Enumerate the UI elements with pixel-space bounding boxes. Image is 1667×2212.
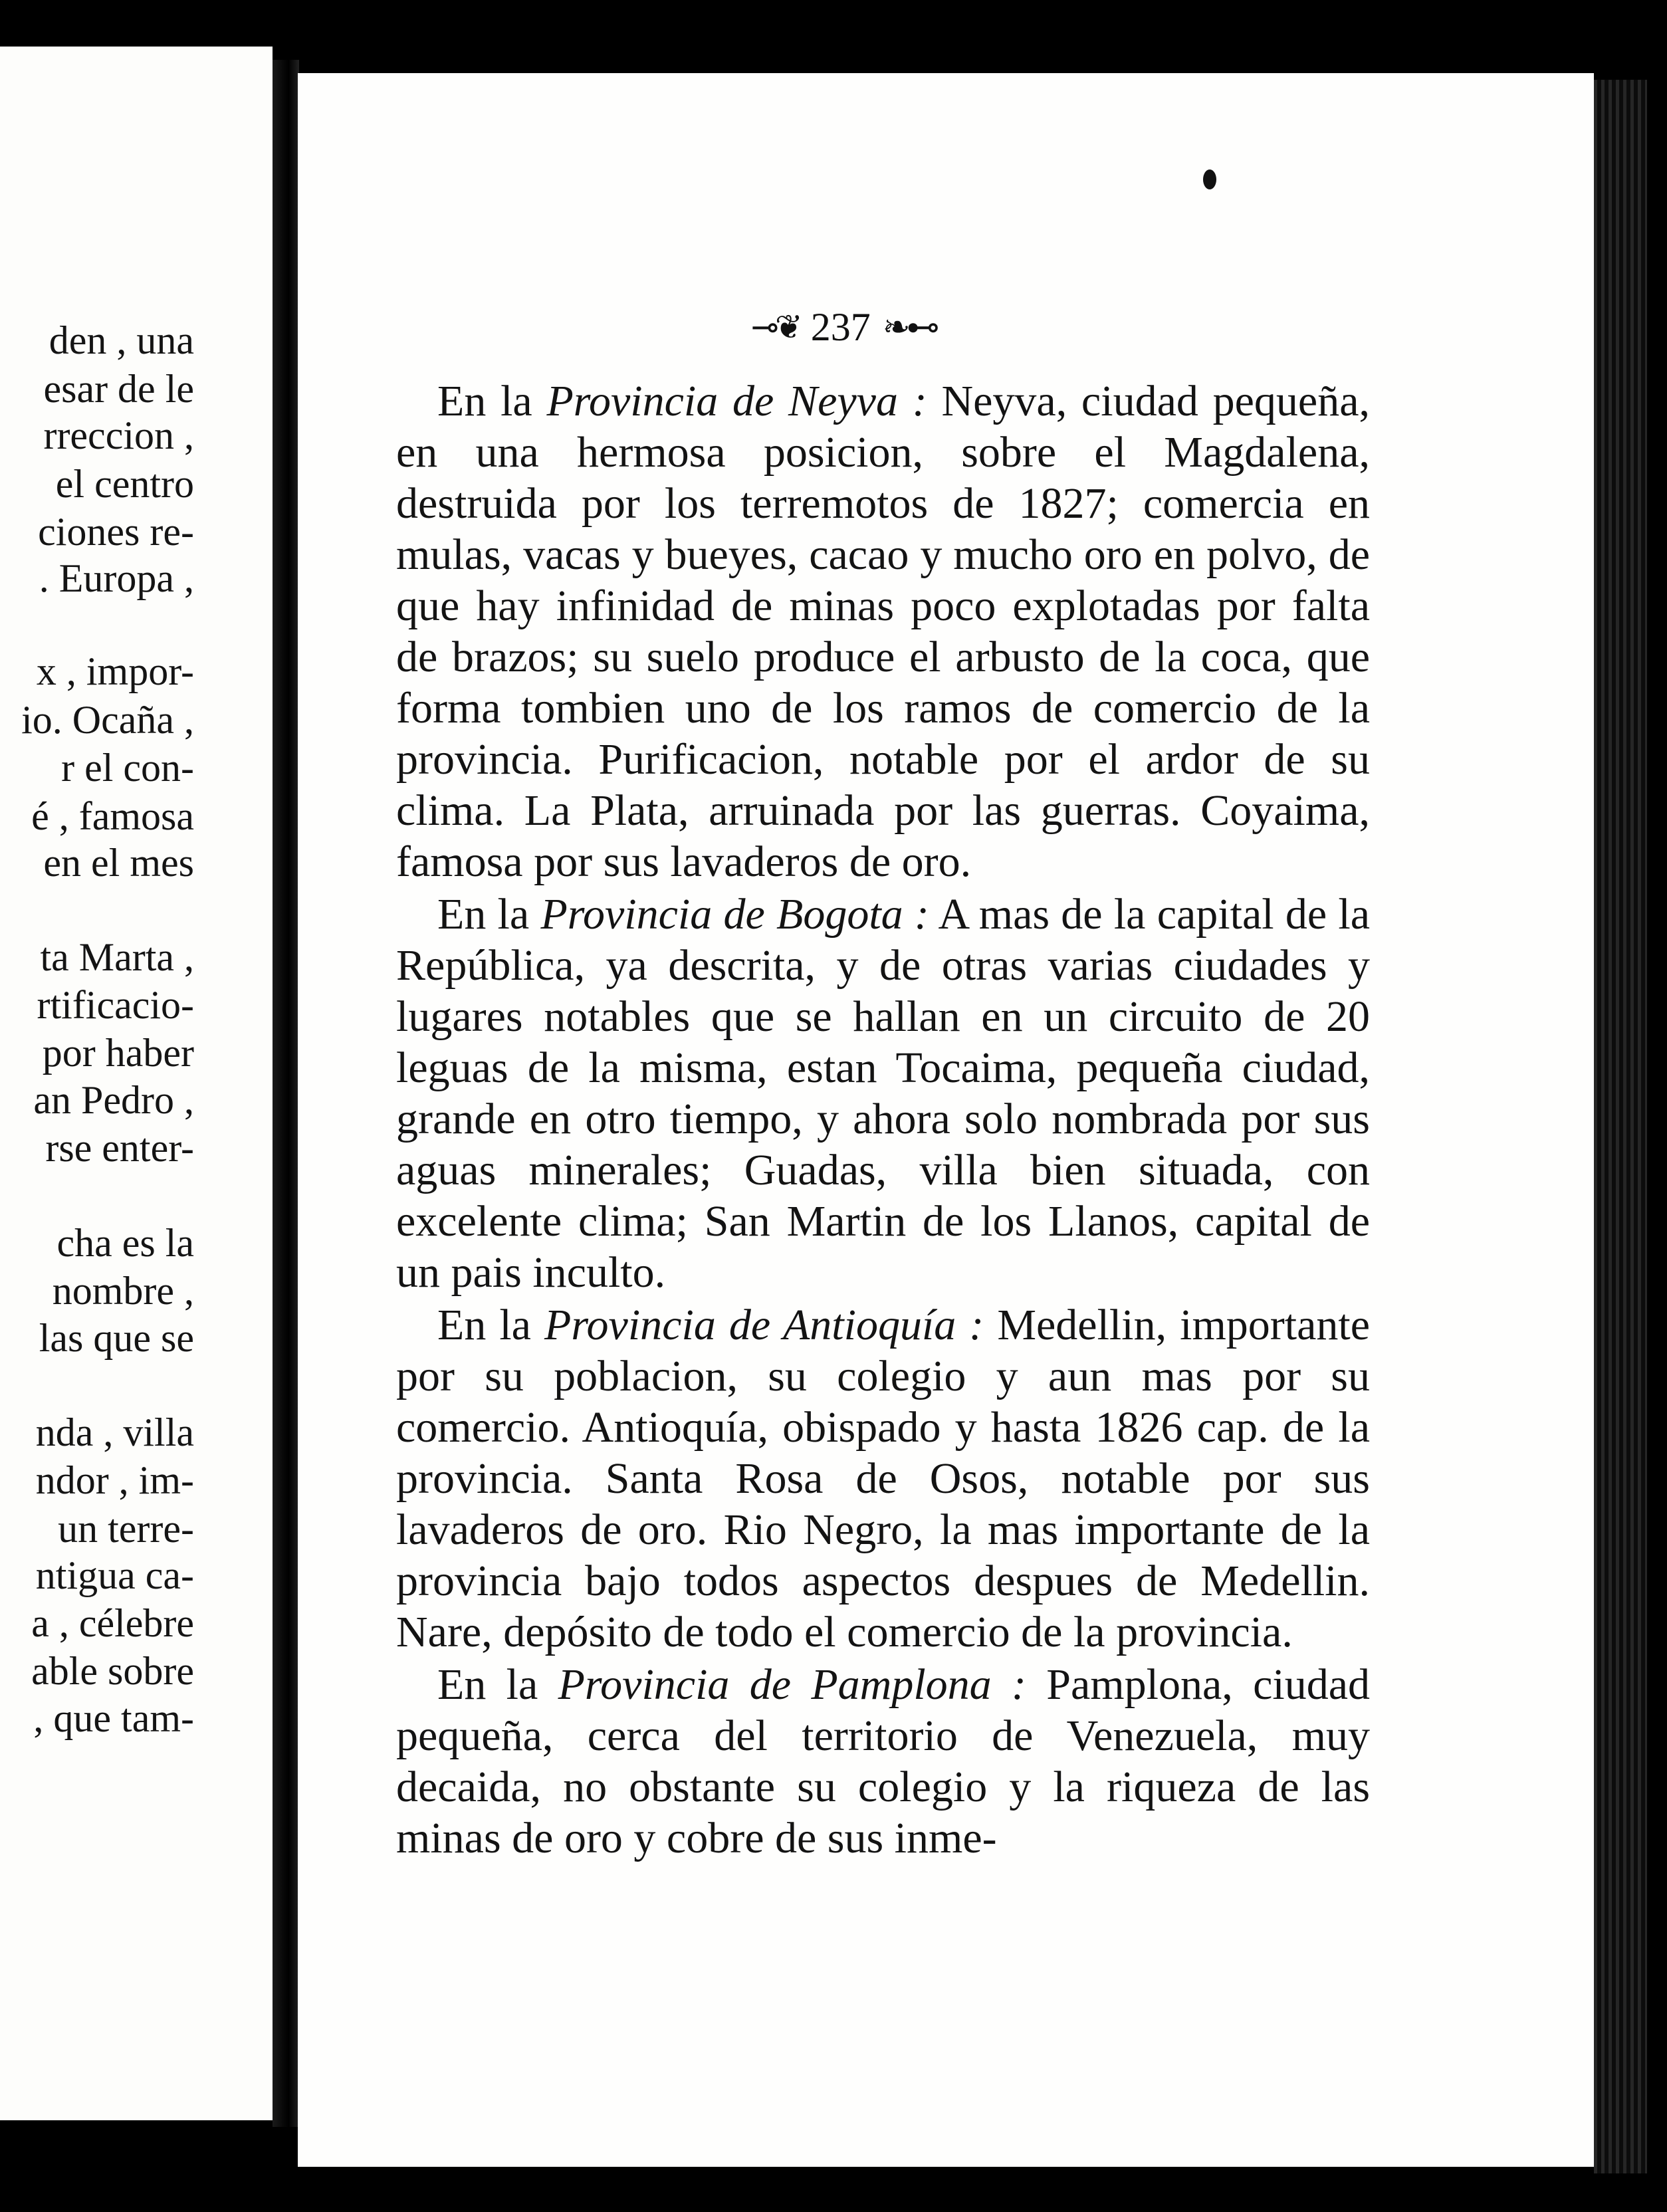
paragraph-antioquia — [396, 1299, 1370, 1658]
ink-mark — [1203, 169, 1216, 189]
left-page-line: las que se — [39, 1316, 194, 1360]
left-page-line: r el con- — [61, 746, 194, 790]
left-page-line: ndor , im- — [35, 1458, 194, 1502]
left-page-line: ntigua ca- — [35, 1553, 194, 1597]
left-page-line: en el mes — [43, 841, 194, 885]
paragraph-neyva — [396, 376, 1370, 887]
left-page-line: é , famosa — [31, 794, 194, 838]
paragraph-lead: En la — [437, 1660, 538, 1709]
page-number: 237 — [810, 305, 871, 349]
book-gutter — [273, 60, 299, 2127]
left-page-line: por haber — [42, 1031, 194, 1075]
left-ornament-icon: ⊸❦ — [751, 308, 799, 346]
left-page-line: io. Ocaña , — [21, 698, 194, 742]
province-heading: Provincia de Neyva : — [546, 377, 927, 425]
paragraph-lead: En la — [437, 377, 532, 425]
left-page-line: an Pedro , — [33, 1078, 194, 1122]
paragraph-text: Pamplona, ciudad pequeña, cerca del territorio de Venezuela, muy decaida, no obstante su colegio y la riqueza de las minas de oro y cobre de sus inme- — [396, 1660, 1370, 1862]
left-page-line: nda , villa — [35, 1410, 194, 1454]
page-body — [396, 376, 1370, 1865]
left-page-line: den , una — [49, 318, 194, 362]
left-page-line: esar de le — [43, 367, 194, 411]
left-page-line: able sobre — [31, 1649, 194, 1693]
page-header — [751, 307, 936, 347]
left-page-line: , que tam- — [33, 1696, 194, 1740]
left-page-line: un terre- — [58, 1507, 194, 1551]
left-page-line: . Europa , — [39, 556, 194, 600]
left-page-line: a , célebre — [31, 1601, 194, 1645]
province-heading: Provincia de Pamplona : — [558, 1660, 1026, 1709]
paragraph-lead: En la — [437, 890, 530, 939]
paragraph-text: Neyva, ciudad pequeña, en una hermosa posicion, sobre el Magdalena, destruida por los terremotos de 1827; comercia en mulas, vacas y bueyes, cacao y mucho oro en polvo, de que hay infinidad de minas poco explotadas por falta de brazos; su suelo produce el arbusto de la coca, que forma tombien uno de los ramos de comercio de la provincia. Purificacion, notable por el ardor de su clima. La Plata, arruinada por las guerras. Coyaima, famosa por sus lavaderos de oro. — [396, 377, 1370, 886]
left-page-line: cha es la — [56, 1221, 194, 1265]
left-page-line: ta Marta , — [40, 935, 194, 979]
paragraph-pamplona — [396, 1659, 1370, 1864]
left-page-line: ciones re- — [38, 510, 194, 554]
left-page-line: el centro — [55, 462, 194, 506]
left-page-line: rreccion , — [43, 413, 194, 457]
left-page-line: rse enter- — [45, 1126, 194, 1170]
left-page-line: nombre , — [52, 1269, 194, 1313]
paragraph-lead: En la — [437, 1301, 531, 1349]
left-page-line: rtificacio- — [37, 983, 194, 1027]
right-ornament-icon: ❧⊷ — [882, 308, 936, 346]
paragraph-bogota — [396, 889, 1370, 1298]
paragraph-text: Medellin, importante por su poblacion, su colegio y aun mas por su comercio. Antioquía, obispado y hasta 1826 cap. de la provincia. Santa Rosa de Osos, notable por sus lavaderos de oro. Rio Negro, la mas importante de la provincia bajo todos aspectos despues de Medellin. Nare, depósito de todo el comercio de la provincia. — [396, 1301, 1371, 1656]
left-facing-page — [0, 47, 273, 2120]
page-block-edge — [1594, 80, 1647, 2173]
paragraph-text: A mas de la capital de la República, ya descrita, y de otras varias ciudades y lugares notables que se hallan en un circuito de 20 leguas de la misma, estan Tocaima, pequeña ciudad, grande en otro tiempo, y ahora solo nombrada por sus aguas minerales; Guadas, villa bien situada, con excelente clima; San Martin de los Llanos, capital de un pais inculto. — [396, 890, 1371, 1297]
province-heading: Provincia de Antioquía : — [544, 1301, 984, 1349]
province-heading: Provincia de Bogota : — [540, 890, 929, 939]
left-page-line: x , impor- — [36, 649, 194, 693]
